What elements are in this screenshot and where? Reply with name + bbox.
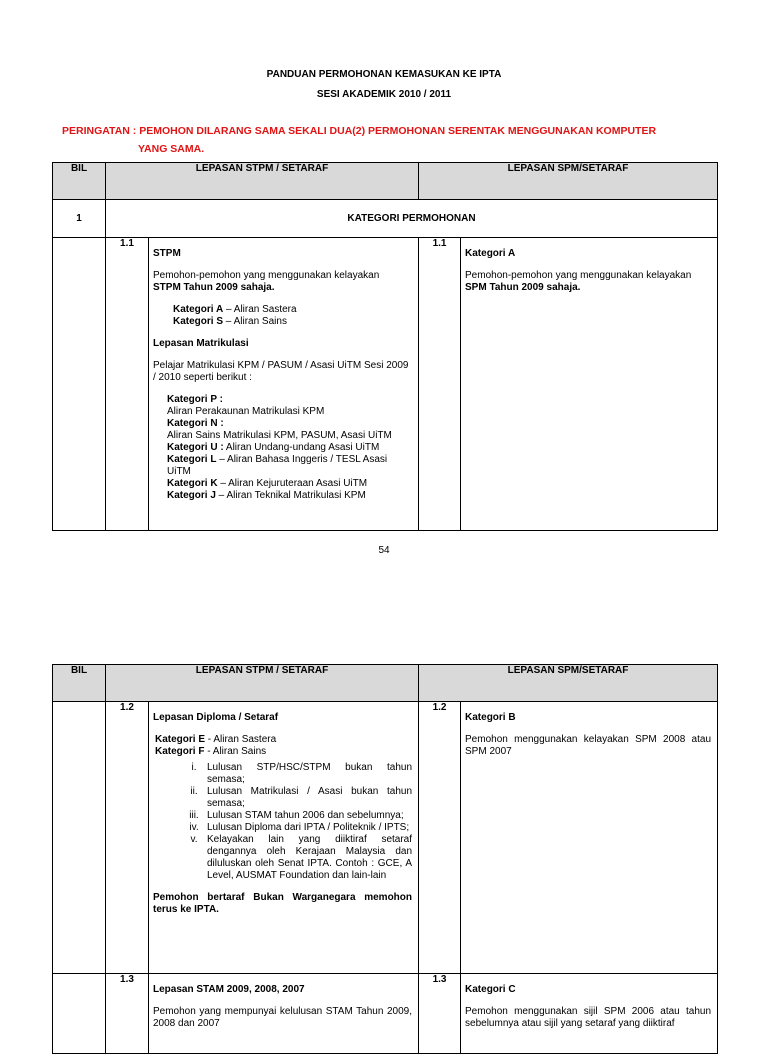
warning-line-2: YANG SAMA. bbox=[138, 143, 205, 155]
section-heading: Lepasan Diploma / Setaraf bbox=[153, 712, 279, 723]
header-stpm: LEPASAN STPM / SETARAF bbox=[106, 665, 419, 702]
application-category-table-page2 bbox=[52, 664, 718, 1054]
list-item-number: ii. bbox=[190, 786, 198, 797]
page-number: 54 bbox=[378, 545, 390, 556]
section-number: 1.1 bbox=[106, 238, 149, 531]
category-desc: – Aliran Sains bbox=[223, 316, 287, 327]
category-code: Kategori J bbox=[167, 490, 216, 501]
section-number: 1.3 bbox=[106, 974, 149, 1054]
category-code: Kategori A bbox=[173, 304, 224, 315]
list-item-text: Lulusan STAM tahun 2006 dan sebelumnya; bbox=[207, 810, 404, 821]
spm-cell bbox=[461, 702, 718, 974]
category-code: Kategori U : bbox=[167, 442, 224, 453]
stpm-cell bbox=[149, 702, 419, 974]
section-heading: Kategori A bbox=[465, 248, 516, 259]
table-row bbox=[53, 974, 718, 1054]
category-code: Kategori E bbox=[155, 734, 206, 745]
category-desc: Aliran Sains Matrikulasi KPM, PASUM, Asasi UiTM bbox=[167, 430, 392, 441]
list-item-number: i. bbox=[191, 762, 197, 773]
paragraph-bold: SPM Tahun 2009 sahaja. bbox=[465, 282, 581, 293]
document-subtitle: SESI AKADEMIK 2010 / 2011 bbox=[316, 89, 452, 100]
table-header-row bbox=[53, 665, 718, 702]
stpm-cell bbox=[149, 238, 419, 531]
list-item-number: v. bbox=[190, 834, 198, 845]
stpm-cell bbox=[149, 974, 419, 1054]
category-desc: – Aliran Teknikal Matrikulasi KPM bbox=[215, 490, 366, 501]
list-item bbox=[181, 810, 412, 822]
spm-cell bbox=[461, 974, 718, 1054]
subsection-heading: Lepasan Matrikulasi bbox=[153, 338, 249, 349]
category-code: Kategori N : bbox=[167, 418, 224, 429]
spm-cell bbox=[461, 238, 718, 531]
category-code: Kategori L bbox=[167, 454, 217, 465]
table-row bbox=[53, 702, 718, 974]
paragraph: Pelajar Matrikulasi KPM / PASUM / Asasi UiTM Sesi 2009 / 2010 seperti berikut : bbox=[153, 360, 409, 383]
list-item-text: Lulusan Matrikulasi / Asasi bukan tahun semasa; bbox=[207, 786, 413, 809]
list-item-text: Lulusan Diploma dari IPTA / Politeknik / IPTS; bbox=[207, 822, 410, 833]
section-heading: Lepasan STAM 2009, 2008, 2007 bbox=[153, 984, 305, 995]
category-desc: Aliran Perakaunan Matrikulasi KPM bbox=[167, 406, 325, 417]
category-desc: - Aliran Sains bbox=[204, 746, 267, 757]
category-code: Kategori S bbox=[173, 316, 224, 327]
row-title: KATEGORI PERMOHONAN bbox=[106, 200, 718, 238]
row-number: 1 bbox=[53, 200, 106, 238]
paragraph: Pemohon yang mempunyai kelulusan STAM Tahun 2009, 2008 dan 2007 bbox=[153, 1006, 413, 1029]
paragraph: Pemohon menggunakan kelayakan SPM 2008 atau SPM 2007 bbox=[465, 734, 712, 757]
category-code: Kategori F bbox=[155, 746, 205, 757]
qualification-list bbox=[153, 762, 412, 882]
empty-bil-cell bbox=[53, 702, 106, 974]
application-category-table-page1 bbox=[52, 162, 718, 531]
paragraph: Pemohon menggunakan sijil SPM 2006 atau tahun sebelumnya atau sijil yang setaraf yang diiktiraf bbox=[465, 1006, 712, 1029]
table-header-row bbox=[53, 163, 718, 200]
list-item-number: iii. bbox=[189, 810, 199, 821]
section-heading: STPM bbox=[153, 248, 181, 259]
paragraph: Pemohon-pemohon yang menggunakan kelayakan bbox=[153, 270, 380, 281]
list-item-text: Lulusan STP/HSC/STPM bukan tahun semasa; bbox=[207, 762, 413, 785]
section-heading: Kategori C bbox=[465, 984, 516, 995]
list-item-text: Kelayakan lain yang diiktiraf setaraf dengannya oleh Kerajaan Malaysia dan diluluskan oleh Senat IPTA. Contoh : GCE, A Level, AUSMAT Foundation dan lain-lain bbox=[207, 834, 413, 881]
document-title: PANDUAN PERMOHONAN KEMASUKAN KE IPTA bbox=[266, 69, 502, 80]
table-row bbox=[53, 238, 718, 531]
paragraph-bold: STPM Tahun 2009 sahaja. bbox=[153, 282, 275, 293]
section-number: 1.2 bbox=[106, 702, 149, 974]
header-spm: LEPASAN SPM/SETARAF bbox=[419, 665, 718, 702]
header-bil: BIL bbox=[53, 163, 106, 200]
category-desc: – Aliran Kejuruteraan Asasi UiTM bbox=[217, 478, 368, 489]
category-desc: – Aliran Bahasa Inggeris / TESL Asasi UiTM bbox=[167, 454, 388, 477]
list-item bbox=[181, 834, 412, 882]
header-spm: LEPASAN SPM/SETARAF bbox=[419, 163, 718, 200]
section-number: 1.2 bbox=[419, 702, 461, 974]
table-row bbox=[53, 200, 718, 238]
header-bil: BIL bbox=[53, 665, 106, 702]
empty-bil-cell bbox=[53, 974, 106, 1054]
section-heading: Kategori B bbox=[465, 712, 516, 723]
paragraph: Pemohon-pemohon yang menggunakan kelayakan bbox=[465, 270, 692, 281]
list-item bbox=[181, 762, 412, 786]
list-item bbox=[181, 822, 412, 834]
category-desc: – Aliran Sastera bbox=[223, 304, 297, 315]
category-desc: Aliran Undang-undang Asasi UiTM bbox=[223, 442, 380, 453]
warning-line-1: PERINGATAN : PEMOHON DILARANG SAMA SEKALI DUA(2) PERMOHONAN SERENTAK MENGGUNAKAN KOMPUTER bbox=[62, 125, 657, 137]
list-item bbox=[181, 786, 412, 810]
category-desc: - Aliran Sastera bbox=[205, 734, 277, 745]
empty-bil-cell bbox=[53, 238, 106, 531]
section-number: 1.3 bbox=[419, 974, 461, 1054]
list-item-number: iv. bbox=[189, 822, 199, 833]
category-code: Kategori K bbox=[167, 478, 218, 489]
section-number: 1.1 bbox=[419, 238, 461, 531]
header-stpm: LEPASAN STPM / SETARAF bbox=[106, 163, 419, 200]
note-bold: Pemohon bertaraf Bukan Warganegara memohon terus ke IPTA. bbox=[153, 892, 413, 915]
category-code: Kategori P : bbox=[167, 394, 223, 405]
